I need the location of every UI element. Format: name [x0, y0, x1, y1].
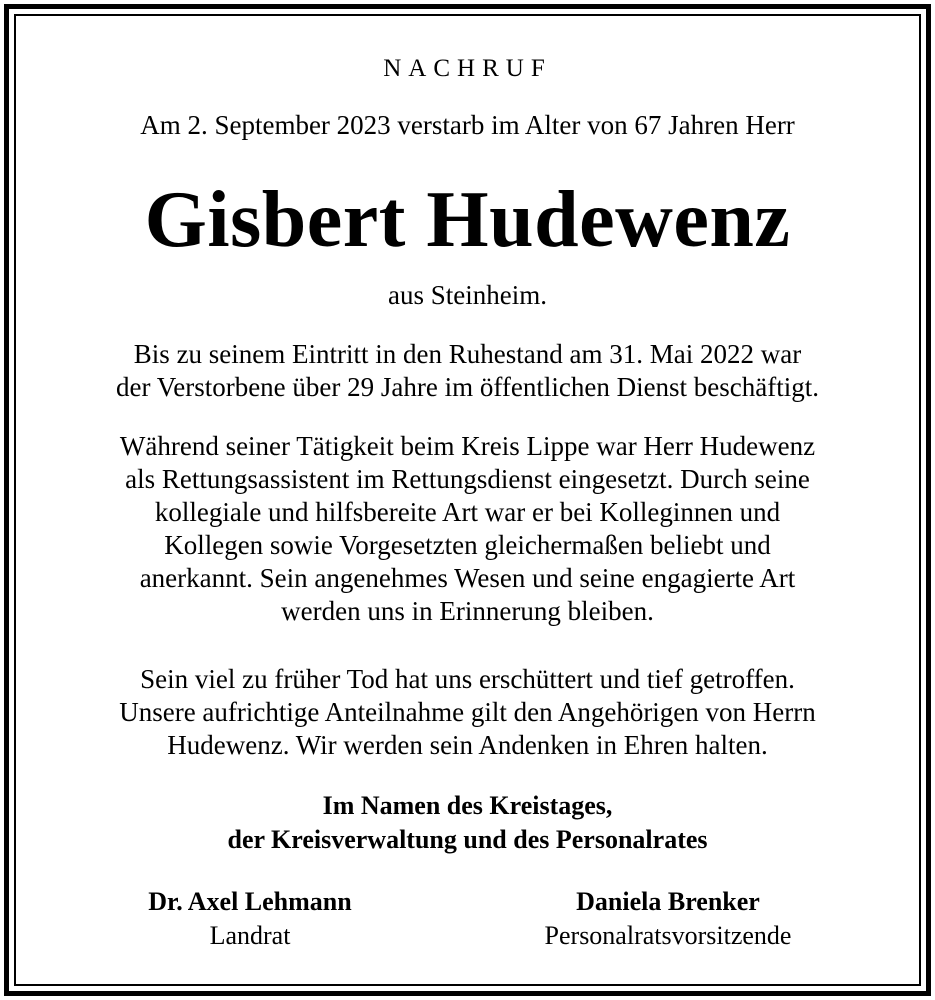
paragraph-career	[20, 338, 915, 404]
paragraph-line: Sein viel zu früher Tod hat uns erschüttert und tief getroffen.	[140, 664, 795, 694]
paragraph-line: werden uns in Erinnerung bleiben.	[281, 596, 654, 626]
paragraph-line: der Verstorbene über 29 Jahre im öffentlichen Dienst beschäftigt.	[115, 372, 820, 402]
notice-heading: NACHRUF	[383, 55, 552, 82]
paragraph-line: Während seiner Tätigkeit beim Kreis Lippe war Herr Hudewenz	[119, 431, 816, 461]
signer-role: Personalratsvorsitzende	[544, 921, 792, 950]
signer-personalrat	[488, 885, 848, 953]
paragraph-line: Bis zu seinem Eintritt in den Ruhestand am 31. Mai 2022 war	[133, 339, 802, 369]
paragraph-line: Kollegen sowie Vorgesetzten gleichermaßen beliebt und	[164, 530, 771, 560]
signature-header	[20, 789, 915, 857]
paragraph-line: kollegiale und hilfsbereite Art war er bei Kolleginnen und	[154, 497, 781, 527]
signer-role: Landrat	[209, 921, 291, 950]
signature-header-line: der Kreisverwaltung und des Personalrates	[227, 825, 708, 854]
signature-header-line: Im Namen des Kreistages,	[322, 791, 613, 820]
intro-text: Am 2. September 2023 verstarb im Alter von 67 Jahren Herr	[140, 110, 795, 140]
paragraph-condolence	[20, 663, 915, 762]
signer-landrat	[70, 885, 430, 953]
paragraph-line: als Rettungsassistent im Rettungsdienst eingesetzt. Durch seine	[125, 464, 810, 494]
paragraph-line: Hudewenz. Wir werden sein Andenken in Ehren halten.	[167, 730, 768, 760]
paragraph-tribute	[20, 430, 915, 628]
paragraph-line: Unsere aufrichtige Anteilnahme gilt den Angehörigen von Herrn	[119, 697, 816, 727]
signer-name: Dr. Axel Lehmann	[148, 887, 352, 916]
paragraph-line: anerkannt. Sein angenehmes Wesen und seine engagierte Art	[139, 563, 796, 593]
origin-text: aus Steinheim.	[388, 280, 547, 310]
deceased-name: Gisbert Hudewenz	[144, 176, 791, 264]
signer-name: Daniela Brenker	[576, 887, 760, 916]
